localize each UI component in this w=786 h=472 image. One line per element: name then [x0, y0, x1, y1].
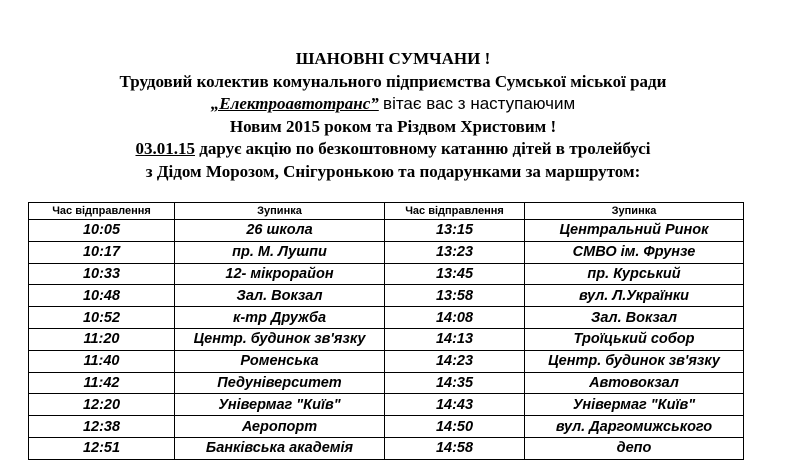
schedule-table [28, 202, 744, 460]
stop-name: пр. Курський [525, 263, 744, 285]
stop-name: Автовокзал [525, 372, 744, 394]
header-departure-time: Час відправлення [29, 203, 175, 220]
heading-line-holidays: Новим 2015 роком та Різдвом Христовим ! [229, 116, 557, 136]
departure-time: 11:20 [29, 328, 175, 350]
stop-name: Універмаг "Київ" [525, 394, 744, 416]
stop-name: к-тр Дружба [175, 307, 385, 329]
departure-time: 10:48 [29, 285, 175, 307]
departure-time: 14:13 [385, 328, 525, 350]
table-row [29, 241, 744, 263]
stop-name: Банківська академія [175, 437, 385, 459]
departure-time: 10:17 [29, 241, 175, 263]
departure-time: 13:58 [385, 285, 525, 307]
stop-name: 26 школа [175, 220, 385, 242]
heading-line-enterprise: Трудовий колектив комунального підприємства Сумської міської ради [119, 71, 667, 91]
header-departure-time: Час відправлення [385, 203, 525, 220]
heading-line-route: з Дідом Морозом, Снігуронькою та подарунками за маршрутом: [145, 161, 641, 181]
departure-time: 10:33 [29, 263, 175, 285]
table-row [29, 263, 744, 285]
departure-time: 13:15 [385, 220, 525, 242]
table-row [29, 372, 744, 394]
header-stop: Зупинка [175, 203, 385, 220]
stop-name: Педуніверситет [175, 372, 385, 394]
departure-time: 14:23 [385, 350, 525, 372]
schedule-header [29, 203, 744, 220]
heading-line-company [0, 93, 786, 116]
departure-time: 14:35 [385, 372, 525, 394]
table-row [29, 437, 744, 459]
company-name: „Електроавтотранс” [210, 94, 379, 113]
departure-time: 14:08 [385, 307, 525, 329]
heading-line-offer [0, 138, 786, 161]
stop-name: Центр. будинок зв'язку [175, 328, 385, 350]
stop-name: Зал. Вокзал [525, 307, 744, 329]
departure-time: 10:05 [29, 220, 175, 242]
stop-name: Троїцький собор [525, 328, 744, 350]
departure-time: 11:40 [29, 350, 175, 372]
stop-name: пр. М. Лушпи [175, 241, 385, 263]
departure-time: 13:23 [385, 241, 525, 263]
header-row [29, 203, 744, 220]
table-row [29, 350, 744, 372]
table-row [29, 416, 744, 438]
stop-name: Роменська [175, 350, 385, 372]
stop-name: Центр. будинок зв'язку [525, 350, 744, 372]
announcement-heading [0, 48, 786, 183]
greeting-text: вітає вас з наступаючим [383, 94, 576, 113]
event-date: 03.01.15 [135, 139, 195, 158]
stop-name: вул. Даргомижського [525, 416, 744, 438]
departure-time: 13:45 [385, 263, 525, 285]
departure-time: 12:38 [29, 416, 175, 438]
departure-time: 14:43 [385, 394, 525, 416]
table-row [29, 307, 744, 329]
table-row [29, 285, 744, 307]
header-stop: Зупинка [525, 203, 744, 220]
stop-name: Центральний Ринок [525, 220, 744, 242]
stop-name: Зал. Вокзал [175, 285, 385, 307]
table-row [29, 328, 744, 350]
stop-name: Універмаг "Київ" [175, 394, 385, 416]
departure-time: 12:51 [29, 437, 175, 459]
table-row [29, 220, 744, 242]
departure-time: 11:42 [29, 372, 175, 394]
greeting: ШАНОВНІ СУМЧАНИ ! [295, 49, 491, 68]
departure-time: 14:58 [385, 437, 525, 459]
departure-time: 10:52 [29, 307, 175, 329]
stop-name: СМВО ім. Фрунзе [525, 241, 744, 263]
stop-name: вул. Л.Українки [525, 285, 744, 307]
departure-time: 14:50 [385, 416, 525, 438]
stop-name: 12- мікрорайон [175, 263, 385, 285]
schedule-body [29, 220, 744, 460]
stop-name: депо [525, 437, 744, 459]
table-row [29, 394, 744, 416]
stop-name: Аеропорт [175, 416, 385, 438]
departure-time: 12:20 [29, 394, 175, 416]
offer-text: дарує акцію по безкоштовному катанню дітей в тролейбусі [199, 139, 651, 158]
